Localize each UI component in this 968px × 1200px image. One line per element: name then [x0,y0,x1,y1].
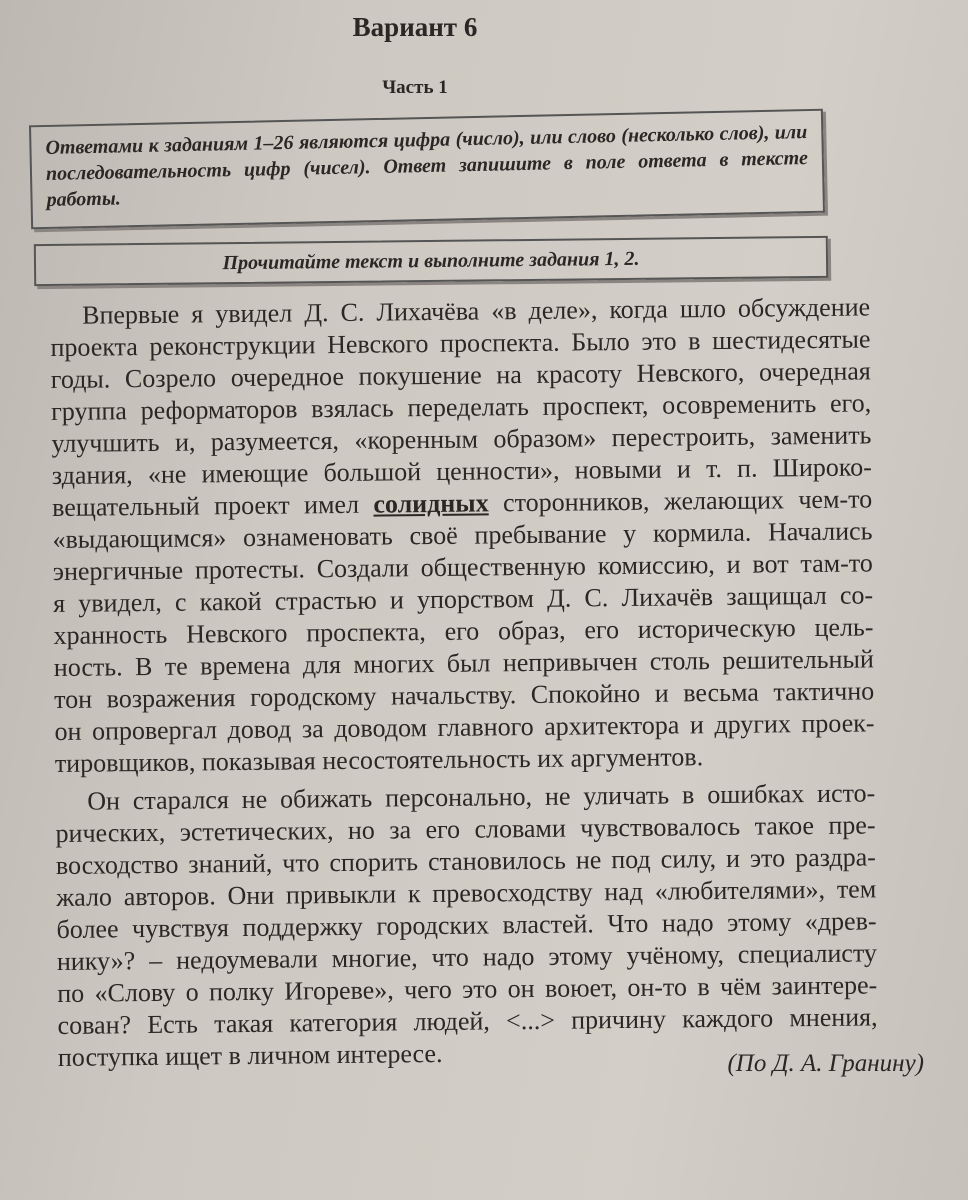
text-fragment: сторонников, желающих чем-то [488,484,873,518]
instructions-box [29,109,825,230]
part-heading: Часть 1 [382,77,448,98]
source-attribution: (По Д. А. Гранину) [727,1050,924,1077]
text-line: группа реформаторов взялась переделать проспект, осовременить его, [51,388,872,426]
text-line: восходство знаний, что спорить становилось не под силу, и это раздра- [55,842,877,880]
text-line: энергичные протесты. Создали общественную комиссию, и вот там-то [52,548,873,586]
text-line: поступка ищет в личном интересе. [57,1038,443,1072]
text-line: рических, эстетических, но за его словами чувствовалось такое пре- [55,810,876,848]
text-line: жало авторов. Они привыкли к превосходству над «любителями», тем [56,874,877,912]
text-line: хранность Невского проспекта, его образ, его историческую цель- [53,612,874,650]
text-line: более чувствуя поддержку городских властей. Что надо этому «древ- [56,906,877,944]
text-line: тон возражения городскому начальству. Спокойно и весьма тактично [54,676,875,714]
text-line: «выдающимся» ознаменовать своё пребывание у кормила. Начались [52,516,873,554]
text-line: ность. В те времена для многих был непривычен столь решительный [53,644,874,682]
emphasized-word: солидных [373,488,489,519]
text-line: я увидел, с какой страстью и упорством Д. С. Лихачёв защищал со- [53,580,874,618]
text-line: Впервые я увидел Д. С. Лихачёва «в деле», когда шло обсуждение [82,292,871,330]
text-line: сован? Есть такая категория людей, <...> причину каждого мнения, [57,1002,878,1040]
page-title: Вариант 6 [352,12,478,42]
task-box: Прочитайте текст и выполните задания 1, 2. [34,236,828,286]
reading-text [50,291,878,1074]
text-line: нику»? – недоумевали многие, что надо этому учёному, специалисту [56,938,878,976]
text-line: улучшить и, разумеется, «коренным образом» перестроить, заменить [51,420,872,458]
instructions-text: Ответами к заданиям 1–26 являются цифра (число), или слово (несколько слов), или последовательность цифр (чисел). Ответ запишите в поле ответа в тексте работы. [45,121,809,211]
text-line: проекта реконструкции Невского проспекта. Было это в шестидесятые [50,324,871,362]
text-line: по «Слову о полку Игореве», чего это он воюет, он-то в чём заинтере- [57,970,878,1008]
text-line: годы. Созрело очередное покушение на красоту Невского, очередная [50,356,871,394]
text-line: тировщиков, показывая несостоятельность их аргументов. [54,742,704,778]
text-line: он опровергал довод за доводом главного архитектора и других проек- [54,708,875,746]
text-line: здания, «не имеющие большой ценности», новыми и т. п. Широко- [51,452,872,490]
text-fragment: вещательный проект имел [52,489,374,522]
text-line: Он старался не обижать персонально, не уличать в ошибках исто- [87,778,876,816]
